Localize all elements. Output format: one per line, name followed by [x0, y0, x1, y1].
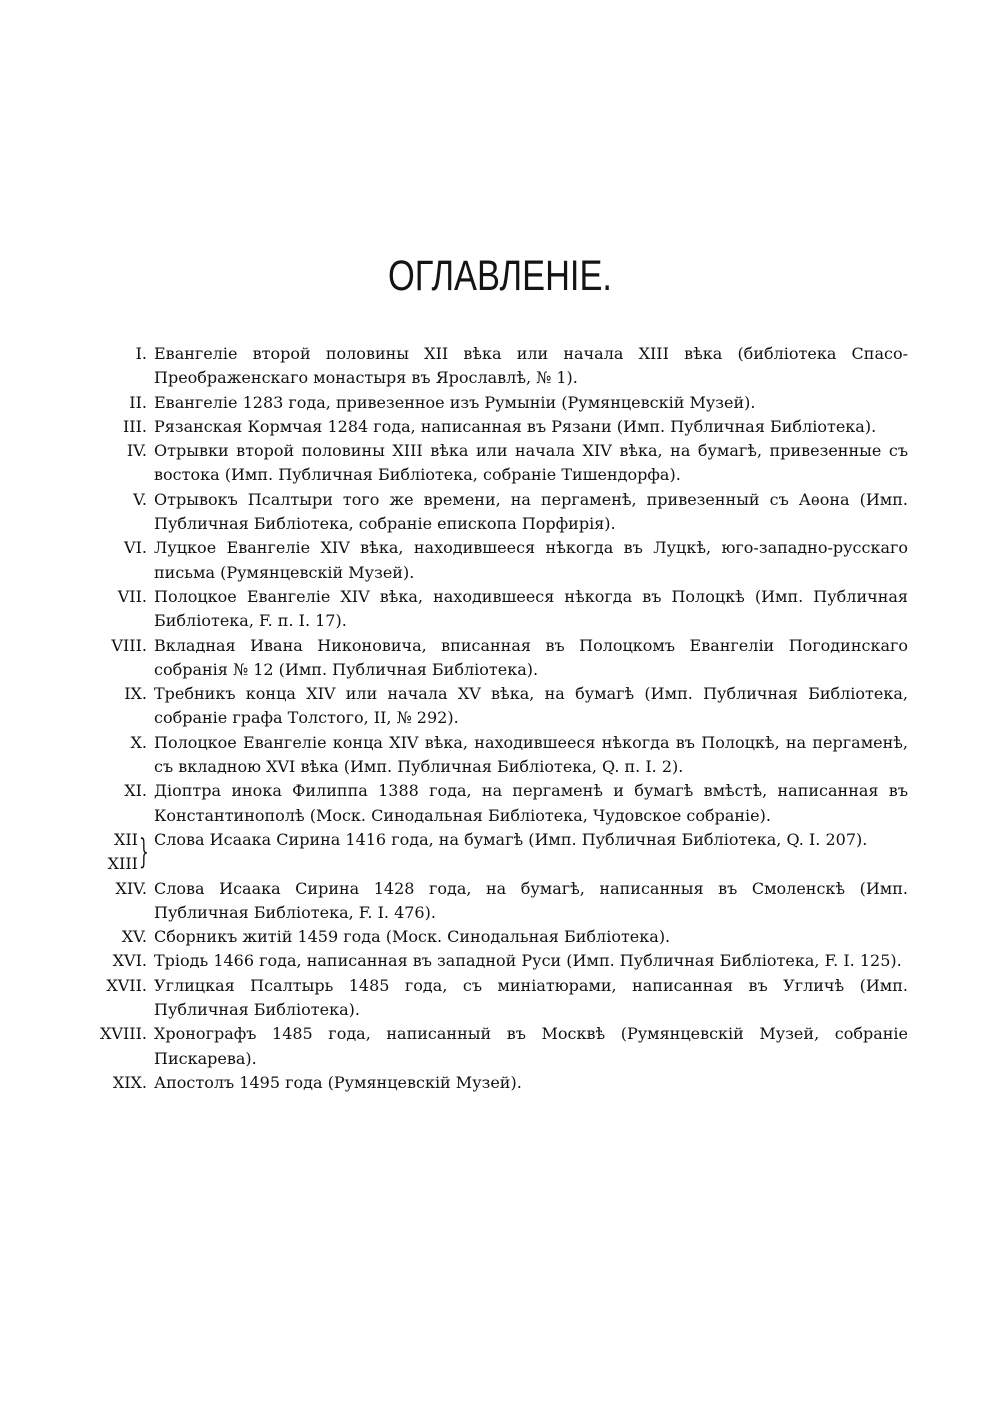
toc-entry — [96, 949, 908, 973]
entry-text: Луцкое Евангеліе XIV вѣка, находившееся нѣкогда въ Луцкѣ, юго-западно-русскаго письма (Румянцевскій Музей). — [154, 538, 908, 582]
entry-text: Отрывки второй половины XIII вѣка или начала XIV вѣка, на бумагѣ, привезенные съ востока (Имп. Публичная Библіотека, собраніе Тишендорфа). — [154, 441, 908, 485]
toc-entry — [96, 415, 908, 439]
page-title: ОГЛАВЛЕНІЕ. — [388, 252, 612, 300]
entry-number: IX. — [124, 684, 147, 704]
brace-icon: } — [139, 832, 149, 873]
toc-entry — [96, 731, 908, 780]
entry-number-a: XII — [113, 829, 138, 849]
entry-text: Рязанская Кормчая 1284 года, написанная въ Рязани (Имп. Публичная Библіотека). — [154, 416, 877, 436]
entry-number-b: XIII — [107, 854, 138, 874]
entry-number: V. — [133, 489, 147, 509]
toc-entry-merged — [96, 828, 908, 877]
entry-text: Діоптра инока Филиппа 1388 года, на пергаменѣ и бумагѣ вмѣстѣ, написанная въ Константинополѣ (Моск. Синодальная Библіотека, Чудовское собраніе). — [154, 781, 908, 825]
entry-text: Требникъ конца XIV или начала XV вѣка, на бумагѣ (Имп. Публичная Библіотека, собраніе графа Толстого, II, № 292). — [154, 684, 908, 728]
toc-entry — [96, 779, 908, 828]
entry-number: XV. — [121, 927, 147, 947]
entry-number: III. — [122, 416, 147, 436]
entry-number: XVII. — [106, 975, 147, 995]
toc-entry — [96, 682, 908, 731]
entry-number: II. — [129, 392, 147, 412]
entry-text: Сборникъ житій 1459 года (Моск. Синодальная Библіотека). — [154, 927, 671, 947]
entry-text: Хронографъ 1485 года, написанный въ Москвѣ (Румянцевскій Музей, собраніе Пискарева). — [154, 1024, 908, 1068]
entry-text: Евангеліе 1283 года, привезенное изъ Румыніи (Румянцевскій Музей). — [154, 392, 756, 412]
toc-entry — [96, 1071, 908, 1095]
entry-text: Евангеліе второй половины XII вѣка или начала XIII вѣка (библіотека Спасо-Преображенскаго монастыря въ Ярославлѣ, № 1). — [154, 344, 908, 388]
toc-entry — [96, 585, 908, 634]
toc-entry — [96, 488, 908, 537]
entry-number: XVIII. — [100, 1024, 147, 1044]
toc-entry — [96, 439, 908, 488]
toc-entry — [96, 536, 908, 585]
entry-number: XIX. — [112, 1072, 147, 1092]
toc-entry — [96, 877, 908, 926]
entry-number: IV. — [126, 441, 147, 461]
entry-number-pair — [96, 828, 154, 877]
entry-text: Вкладная Ивана Никоновича, вписанная въ Полоцкомъ Евангеліи Погодинскаго собранія № 12 (Имп. Публичная Библіотека). — [154, 635, 908, 679]
entry-number: X. — [130, 732, 147, 752]
entry-text: Полоцкое Евангеліе конца XIV вѣка, находившееся нѣкогда въ Полоцкѣ, на пергаменѣ, съ вкладною XVI вѣка (Имп. Публичная Библіотека, Q. п. I. 2). — [154, 732, 908, 777]
entry-text: Углицкая Псалтырь 1485 года, съ миніатюрами, написанная въ Угличѣ (Имп. Публичная Библіотека). — [154, 975, 908, 1020]
toc-entry — [96, 1022, 908, 1071]
entry-text: Слова Исаака Сирина 1428 года, на бумагѣ, написанныя въ Смоленскѣ (Имп. Публичная Библіотека, F. I. 476). — [154, 878, 908, 922]
toc-entry — [96, 974, 908, 1023]
entry-number: VII. — [117, 586, 147, 606]
entry-text: Полоцкое Евангеліе XIV вѣка, находившееся нѣкогда въ Полоцкѣ (Имп. Публичная Библіотека, F. п. I. 17). — [154, 586, 908, 631]
toc-entry — [96, 925, 908, 949]
entry-text: Апостолъ 1495 года (Румянцевскій Музей). — [154, 1072, 522, 1092]
entry-number: XIV. — [115, 878, 147, 898]
entry-number: I. — [135, 344, 147, 363]
entry-number: XVI. — [112, 951, 147, 971]
entry-text: Слова Исаака Сирина 1416 года, на бумагѣ (Имп. Публичная Библіотека, Q. I. 207). — [154, 829, 868, 849]
table-of-contents — [96, 342, 908, 1095]
entry-number: XI. — [124, 781, 147, 801]
toc-entry — [96, 634, 908, 683]
entry-number: VIII. — [111, 635, 147, 655]
toc-entry — [96, 391, 908, 415]
entry-text: Тріодь 1466 года, написанная въ западной Руси (Имп. Публичная Библіотека, F. I. 125). — [154, 951, 902, 971]
toc-entry — [96, 342, 908, 391]
entry-number: VI. — [124, 538, 147, 558]
entry-text: Отрывокъ Псалтыри того же времени, на пергаменѣ, привезенный съ Аѳона (Имп. Публичная Библіотека, собраніе епископа Порфирія). — [154, 489, 908, 534]
